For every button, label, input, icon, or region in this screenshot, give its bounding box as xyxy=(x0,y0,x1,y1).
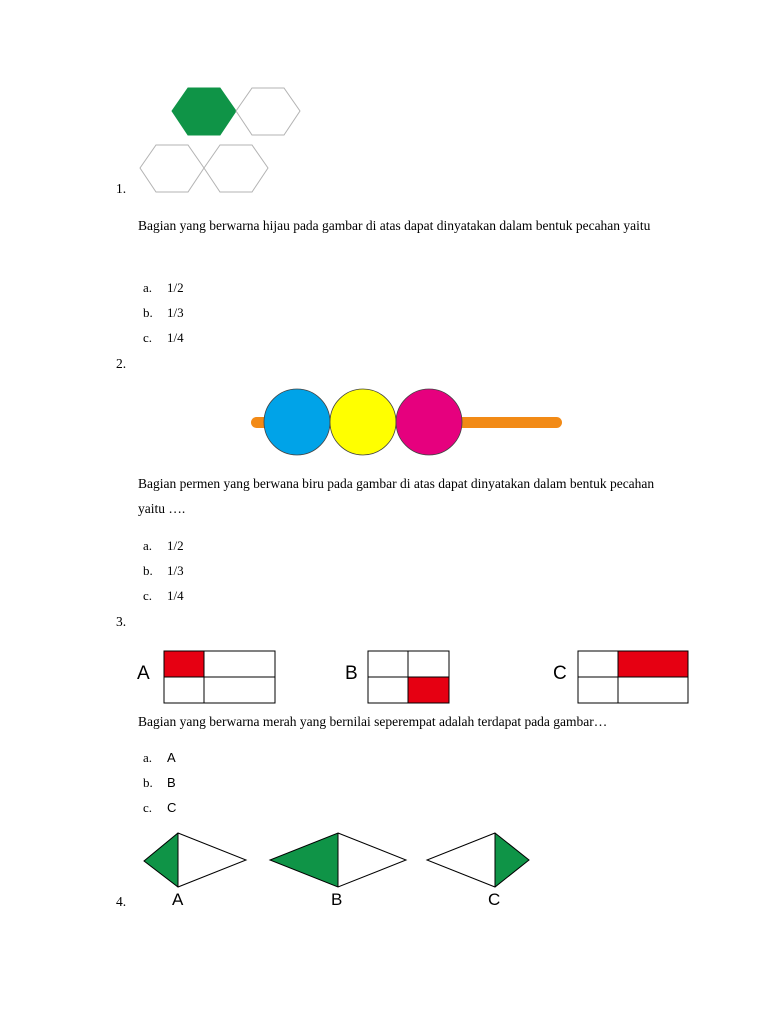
question-number: 3. xyxy=(116,614,127,629)
figure-label-a: A xyxy=(137,663,150,684)
figure-label-c: C xyxy=(553,663,567,684)
option-value: 1/3 xyxy=(167,563,184,578)
option-value: C xyxy=(167,800,177,815)
option-letter: b. xyxy=(143,305,153,320)
kite-c-white xyxy=(427,833,495,887)
question-number: 1. xyxy=(116,181,127,196)
option-value: A xyxy=(167,750,176,765)
question-number: 2. xyxy=(116,356,127,371)
option-letter: c. xyxy=(143,588,153,603)
question-text: Bagian permen yang berwana biru pada gambar di atas dapat dinyatakan dalam bentuk pecahan yaitu …. xyxy=(138,476,655,516)
figure-label-c: C xyxy=(488,890,501,909)
option-value: 1/4 xyxy=(167,588,184,603)
question-text: Bagian yang berwarna merah yang bernilai seperempat adalah terdapat pada gambar… xyxy=(138,714,608,729)
option-letter: a. xyxy=(143,750,153,765)
option-letter: c. xyxy=(143,330,153,345)
option-letter: a. xyxy=(143,538,153,553)
option-letter: b. xyxy=(143,775,153,790)
option-value: 1/2 xyxy=(167,280,184,295)
kite-b-white xyxy=(338,833,406,887)
kite-a-green xyxy=(144,833,178,887)
kite-c-green xyxy=(495,833,529,887)
option-value: 1/2 xyxy=(167,538,184,553)
figure-label-b: B xyxy=(345,663,358,684)
question-text: Bagian yang berwarna hijau pada gambar di atas dapat dinyatakan dalam bentuk pecahan yaitu xyxy=(138,218,651,233)
option-value: 1/3 xyxy=(167,305,184,320)
kite-a-white xyxy=(178,833,246,887)
kite-b-green xyxy=(270,833,338,887)
option-letter: b. xyxy=(143,563,153,578)
option-value: 1/4 xyxy=(167,330,184,345)
option-letter: c. xyxy=(143,800,153,815)
question-number: 4. xyxy=(116,894,127,909)
figure-label-a: A xyxy=(172,890,184,909)
figure-label-b: B xyxy=(331,890,343,909)
option-letter: a. xyxy=(143,280,153,295)
option-value: B xyxy=(167,775,176,790)
